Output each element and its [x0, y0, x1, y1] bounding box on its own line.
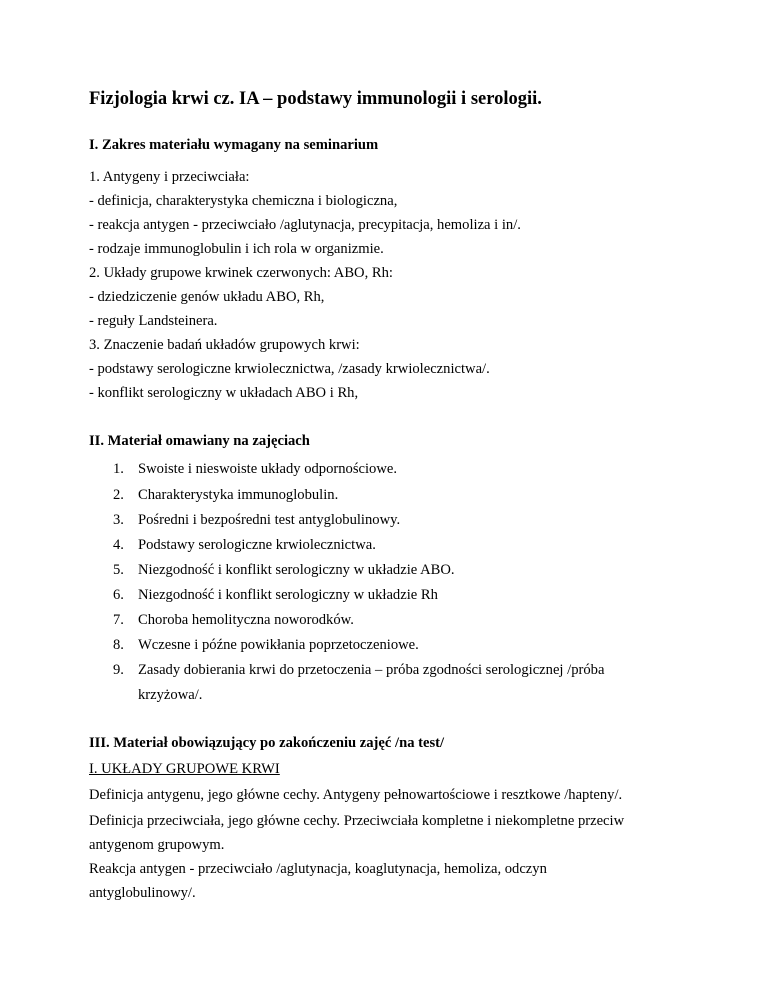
list-item-text: Niezgodność i konflikt serologiczny w układzie Rh: [138, 587, 438, 603]
document-title: Fizjologia krwi cz. IA – podstawy immunologii i serologii.: [89, 89, 542, 109]
list-item-text: Wczesne i późne powikłania poprzetoczeniowe.: [138, 637, 419, 653]
list-item-text-continuation: krzyżowa/.: [138, 687, 203, 703]
list-item-number: 9.: [113, 662, 124, 678]
section-3-line: antygenom grupowym.: [89, 837, 225, 853]
section-1-line: 2. Układy grupowe krwinek czerwonych: ABO, Rh:: [89, 265, 393, 281]
list-item-number: 8.: [113, 637, 124, 653]
list-item-number: 2.: [113, 487, 124, 503]
section-1-line: - konflikt serologiczny w układach ABO i Rh,: [89, 385, 359, 401]
list-item-number: 1.: [113, 461, 124, 477]
section-1-line: - podstawy serologiczne krwiolecznictwa, /zasady krwiolecznictwa/.: [89, 361, 490, 377]
section-3-line: Definicja przeciwciała, jego główne cechy. Przeciwciała kompletne i niekompletne przeciw: [89, 813, 625, 829]
section-1-heading: I. Zakres materiału wymagany na seminarium: [89, 137, 379, 153]
section-2-heading: II. Materiał omawiany na zajęciach: [89, 433, 310, 449]
section-3-line: antyglobulinowy/.: [89, 885, 196, 901]
list-item-number: 7.: [113, 612, 124, 628]
list-item-number: 6.: [113, 587, 124, 603]
section-1-line: - rodzaje immunoglobulin i ich rola w organizmie.: [89, 241, 384, 257]
list-item-number: 4.: [113, 537, 124, 553]
list-item-number: 3.: [113, 512, 124, 528]
list-item-text: Pośredni i bezpośredni test antyglobulinowy.: [138, 512, 401, 528]
section-3-subheading: I. UKŁADY GRUPOWE KRWI: [89, 761, 280, 777]
section-3-line: Reakcja antygen - przeciwciało /aglutynacja, koaglutynacja, hemoliza, odczyn: [89, 861, 547, 877]
section-3-line: Definicja antygenu, jego główne cechy. Antygeny pełnowartościowe i resztkowe /hapteny/.: [89, 787, 623, 803]
list-item-text: Podstawy serologiczne krwiolecznictwa.: [138, 537, 376, 553]
section-1-line: 1. Antygeny i przeciwciała:: [89, 169, 250, 185]
section-1-line: - reakcja antygen - przeciwciało /aglutynacja, precypitacja, hemoliza i in/.: [89, 217, 521, 233]
list-item-text: Charakterystyka immunoglobulin.: [138, 487, 339, 503]
section-1-line: 3. Znaczenie badań układów grupowych krwi:: [89, 337, 360, 353]
section-1-line: - definicja, charakterystyka chemiczna i biologiczna,: [89, 193, 398, 209]
list-item-text: Choroba hemolityczna noworodków.: [138, 612, 354, 628]
section-1-line: - reguły Landsteinera.: [89, 313, 218, 329]
list-item-number: 5.: [113, 562, 124, 578]
list-item-text: Niezgodność i konflikt serologiczny w układzie ABO.: [138, 562, 455, 578]
section-3-heading: III. Materiał obowiązujący po zakończeniu zajęć /na test/: [89, 735, 445, 751]
section-1-line: - dziedziczenie genów układu ABO, Rh,: [89, 289, 325, 305]
list-item-text: Zasady dobierania krwi do przetoczenia – próba zgodności serologicznej /próba: [138, 662, 605, 678]
list-item-text: Swoiste i nieswoiste układy odpornościowe.: [138, 461, 398, 477]
